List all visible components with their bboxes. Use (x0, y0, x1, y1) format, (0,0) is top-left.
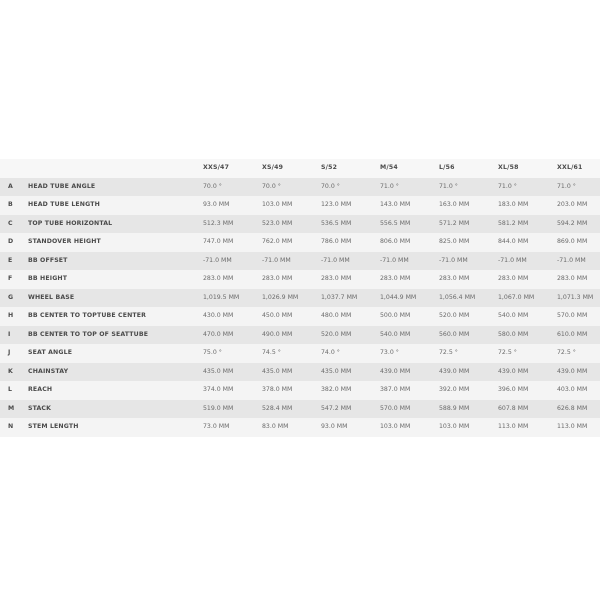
table-cell: 435.0 MM (262, 367, 293, 375)
row-label: STANDOVER HEIGHT (28, 238, 101, 245)
row-label: CHAINSTAY (28, 367, 69, 375)
table-cell: -71.0 MM (262, 256, 291, 264)
table-cell: 581.2 MM (498, 219, 529, 227)
row-letter: K (8, 367, 13, 375)
table-cell: 143.0 MM (380, 201, 411, 208)
row-letter: G (8, 293, 14, 301)
table-cell: 103.0 MM (439, 423, 470, 430)
table-cell: 571.2 MM (439, 219, 470, 227)
table-cell: 490.0 MM (262, 330, 293, 338)
geometry-table (0, 159, 600, 437)
row-label: BB CENTER TO TOP OF SEATTUBE (28, 330, 149, 338)
table-cell: 536.5 MM (321, 219, 352, 227)
table-cell: 73.0 MM (203, 423, 230, 430)
table-cell: 113.0 MM (498, 423, 529, 430)
header-blank-label (28, 159, 203, 178)
row-label: WHEEL BASE (28, 293, 75, 301)
table-cell: 70.0 ° (321, 182, 340, 190)
table-cell: 439.0 MM (498, 367, 529, 375)
table-row (0, 215, 600, 234)
table-cell: -71.0 MM (557, 256, 586, 264)
row-letter: L (8, 386, 12, 393)
table-cell: -71.0 MM (498, 256, 527, 264)
table-cell: 283.0 MM (557, 275, 588, 282)
table-cell: 528.4 MM (262, 404, 293, 412)
size-header: XXS/47 (203, 164, 230, 171)
table-cell: 806.0 MM (380, 238, 411, 245)
table-cell: 203.0 MM (557, 201, 588, 208)
table-cell: 470.0 MM (203, 330, 234, 338)
row-letter: J (8, 349, 11, 356)
table-cell: 72.5 ° (498, 349, 517, 356)
table-cell: 1,037.7 MM (321, 293, 358, 301)
table-cell: 786.0 MM (321, 238, 352, 245)
header-blank-letter (0, 159, 28, 178)
table-cell: 607.8 MM (498, 404, 529, 412)
row-letter: M (8, 404, 15, 412)
table-cell: 1,044.9 MM (380, 293, 417, 301)
table-cell: 560.0 MM (439, 330, 470, 338)
table-cell: 374.0 MM (203, 386, 234, 393)
table-cell: 71.0 ° (439, 182, 458, 190)
table-cell: 72.5 ° (439, 349, 458, 356)
table-row (0, 233, 600, 252)
row-label: REACH (28, 386, 53, 393)
table-cell: 450.0 MM (262, 312, 293, 319)
row-letter: H (8, 312, 14, 319)
table-cell: 747.0 MM (203, 238, 234, 245)
table-row (0, 344, 600, 363)
table-cell: 844.0 MM (498, 238, 529, 245)
table-row (0, 418, 600, 437)
table-cell: 500.0 MM (380, 312, 411, 319)
table-cell: 825.0 MM (439, 238, 470, 245)
table-cell: 74.0 ° (321, 349, 340, 356)
table-cell: 869.0 MM (557, 238, 588, 245)
row-letter: C (8, 219, 13, 227)
table-row (0, 363, 600, 382)
size-header: M/54 (380, 164, 398, 171)
table-row (0, 178, 600, 197)
row-label: HEAD TUBE ANGLE (28, 182, 96, 190)
table-cell: 283.0 MM (380, 275, 411, 282)
table-row (0, 252, 600, 271)
table-cell: 71.0 ° (498, 182, 517, 190)
table-cell: 103.0 MM (262, 201, 293, 208)
row-label: STACK (28, 404, 52, 412)
table-cell: 610.0 MM (557, 330, 588, 338)
table-cell: 74.5 ° (262, 349, 281, 356)
row-letter: F (8, 275, 13, 282)
table-cell: 480.0 MM (321, 312, 352, 319)
row-label: STEM LENGTH (28, 423, 79, 430)
table-cell: 378.0 MM (262, 386, 293, 393)
table-cell: 403.0 MM (557, 386, 588, 393)
table-cell: 540.0 MM (380, 330, 411, 338)
row-letter: B (8, 201, 13, 208)
table-cell: 70.0 ° (203, 182, 222, 190)
table-cell: 70.0 ° (262, 182, 281, 190)
table-cell: 512.3 MM (203, 219, 234, 227)
table-cell: 547.2 MM (321, 404, 352, 412)
table-cell: 762.0 MM (262, 238, 293, 245)
table-cell: 73.0 ° (380, 349, 399, 356)
table-cell: 439.0 MM (380, 367, 411, 375)
table-cell: 103.0 MM (380, 423, 411, 430)
table-cell: 113.0 MM (557, 423, 588, 430)
table-cell: -71.0 MM (321, 256, 350, 264)
table-cell: 283.0 MM (203, 275, 234, 282)
table-cell: 93.0 MM (321, 423, 348, 430)
table-cell: 1,019.5 MM (203, 293, 240, 301)
row-letter: E (8, 256, 13, 264)
table-cell: 93.0 MM (203, 201, 230, 208)
table-cell: 519.0 MM (203, 404, 234, 412)
header-row (0, 159, 600, 178)
table-cell: 183.0 MM (498, 201, 529, 208)
table-cell: 580.0 MM (498, 330, 529, 338)
table-cell: 1,056.4 MM (439, 293, 476, 301)
table-cell: 439.0 MM (439, 367, 470, 375)
table-cell: 570.0 MM (557, 312, 588, 319)
table-row (0, 381, 600, 400)
table-body (0, 178, 600, 437)
table-row (0, 326, 600, 345)
table-cell: 396.0 MM (498, 386, 529, 393)
table-cell: 283.0 MM (439, 275, 470, 282)
table-row (0, 270, 600, 289)
table-cell: 435.0 MM (203, 367, 234, 375)
table-row (0, 307, 600, 326)
table-cell: -71.0 MM (439, 256, 468, 264)
table-cell: 523.0 MM (262, 219, 293, 227)
row-letter: D (8, 238, 14, 245)
table-cell: 520.0 MM (439, 312, 470, 319)
table-cell: 83.0 MM (262, 423, 289, 430)
table-cell: 570.0 MM (380, 404, 411, 412)
table-cell: 626.8 MM (557, 404, 588, 412)
row-label: TOP TUBE HORIZONTAL (28, 219, 113, 227)
row-label: HEAD TUBE LENGTH (28, 201, 100, 208)
row-label: BB CENTER TO TOPTUBE CENTER (28, 312, 147, 319)
table-cell: 594.2 MM (557, 219, 588, 227)
size-header: XS/49 (262, 164, 284, 171)
table-cell: 520.0 MM (321, 330, 352, 338)
row-letter: N (8, 423, 14, 430)
size-header: XL/58 (498, 164, 519, 171)
table-cell: 1,026.9 MM (262, 293, 299, 301)
table-cell: 283.0 MM (262, 275, 293, 282)
table-cell: 283.0 MM (321, 275, 352, 282)
table-cell: 283.0 MM (498, 275, 529, 282)
table-cell: 556.5 MM (380, 219, 411, 227)
table-row (0, 289, 600, 308)
table-cell: 1,071.3 MM (557, 293, 594, 301)
table-cell: 540.0 MM (498, 312, 529, 319)
row-label: BB HEIGHT (28, 275, 68, 282)
table-cell: 72.5 ° (557, 349, 576, 356)
table-cell: 71.0 ° (557, 182, 576, 190)
row-letter: A (8, 182, 13, 190)
table-cell: 163.0 MM (439, 201, 470, 208)
table-row (0, 196, 600, 215)
row-label: BB OFFSET (28, 256, 68, 264)
table-cell: 123.0 MM (321, 201, 352, 208)
size-header: L/56 (439, 164, 455, 171)
table-cell: 392.0 MM (439, 386, 470, 393)
table-cell: 382.0 MM (321, 386, 352, 393)
table-cell: -71.0 MM (380, 256, 409, 264)
size-header: S/52 (321, 164, 338, 171)
size-header: XXL/61 (557, 164, 583, 171)
table-cell: -71.0 MM (203, 256, 232, 264)
table-cell: 435.0 MM (321, 367, 352, 375)
table-cell: 588.9 MM (439, 404, 470, 412)
table-cell: 75.0 ° (203, 349, 222, 356)
row-letter: I (8, 330, 11, 338)
table-cell: 439.0 MM (557, 367, 588, 375)
table-cell: 71.0 ° (380, 182, 399, 190)
row-label: SEAT ANGLE (28, 349, 73, 356)
table-cell: 387.0 MM (380, 386, 411, 393)
table-row (0, 400, 600, 419)
table-cell: 430.0 MM (203, 312, 234, 319)
table-cell: 1,067.0 MM (498, 293, 535, 301)
